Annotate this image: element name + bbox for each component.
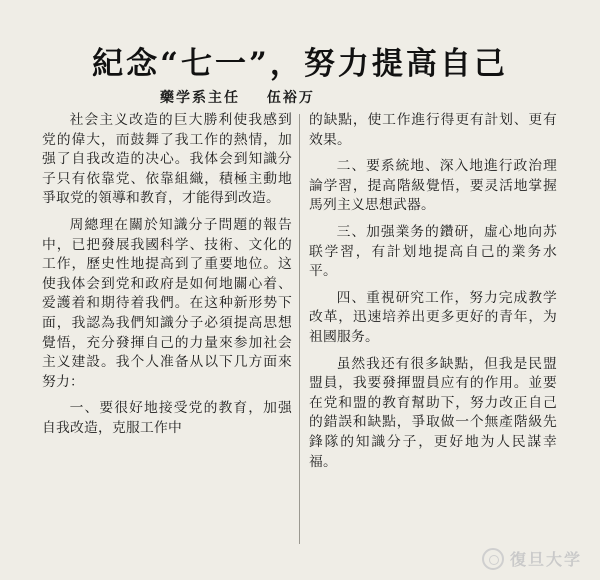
paragraph: 三、加强業务的鑽研，虛心地向苏联学習，有計划地提高自己的業务水平。: [309, 223, 557, 280]
paragraph: 一、要很好地接受党的教育，加强自我改造，克服工作中: [42, 400, 292, 436]
paragraph: 周總理在關於知識分子問題的報告中，已把發展我國科学、技術、文化的工作，歷史性地提高到了重要地位。这使我体会到党和政府是如何地關心着、爱護着和期待着我們。在这种新形势下面，我認為我們知識分子必須提高思想覺悟，充分發揮自己的力量來参加社会主义建設。我个人准备从以下几方面來努力：: [42, 216, 292, 390]
left-column: [42, 111, 292, 446]
column-divider: [299, 114, 300, 544]
author-name: 伍裕万: [266, 90, 315, 106]
paragraph: 的缺點，使工作進行得更有計划、更有效果。: [309, 112, 557, 148]
right-column: [309, 111, 557, 479]
watermark: [482, 547, 582, 570]
article-headline: 紀念“七一”，努力提高自己: [92, 46, 508, 82]
paragraph: 二、要系統地、深入地進行政治理論学習，提高階級覺悟，要灵活地掌握馬列主义思想武器。: [309, 158, 557, 214]
paragraph: 虽然我还有很多缺點，但我是民盟盟員，我要發揮盟員应有的作用。並要在党和盟的教育幫助下，努力改正自己的錯誤和缺點，爭取做一个無產階級先鋒隊的知識分子，更好地为人民謀幸福。: [309, 355, 557, 470]
seal-icon: [482, 548, 504, 570]
article-byline: [160, 87, 460, 107]
author-department: 藥学系主任: [160, 90, 240, 106]
paragraph: 社会主义改造的巨大勝利使我感到党的偉大，而鼓舞了我工作的熱情，加强了自我改造的决心。我体会到知識分子只有依靠党、依靠組織，積極主動地爭取党的領導和教育，才能得到改造。: [42, 112, 292, 207]
watermark-text: 復旦大学: [509, 550, 582, 569]
paragraph: 四、重視研究工作，努力完成教学改革，迅速培养出更多更好的青年，为祖國服务。: [309, 289, 557, 345]
